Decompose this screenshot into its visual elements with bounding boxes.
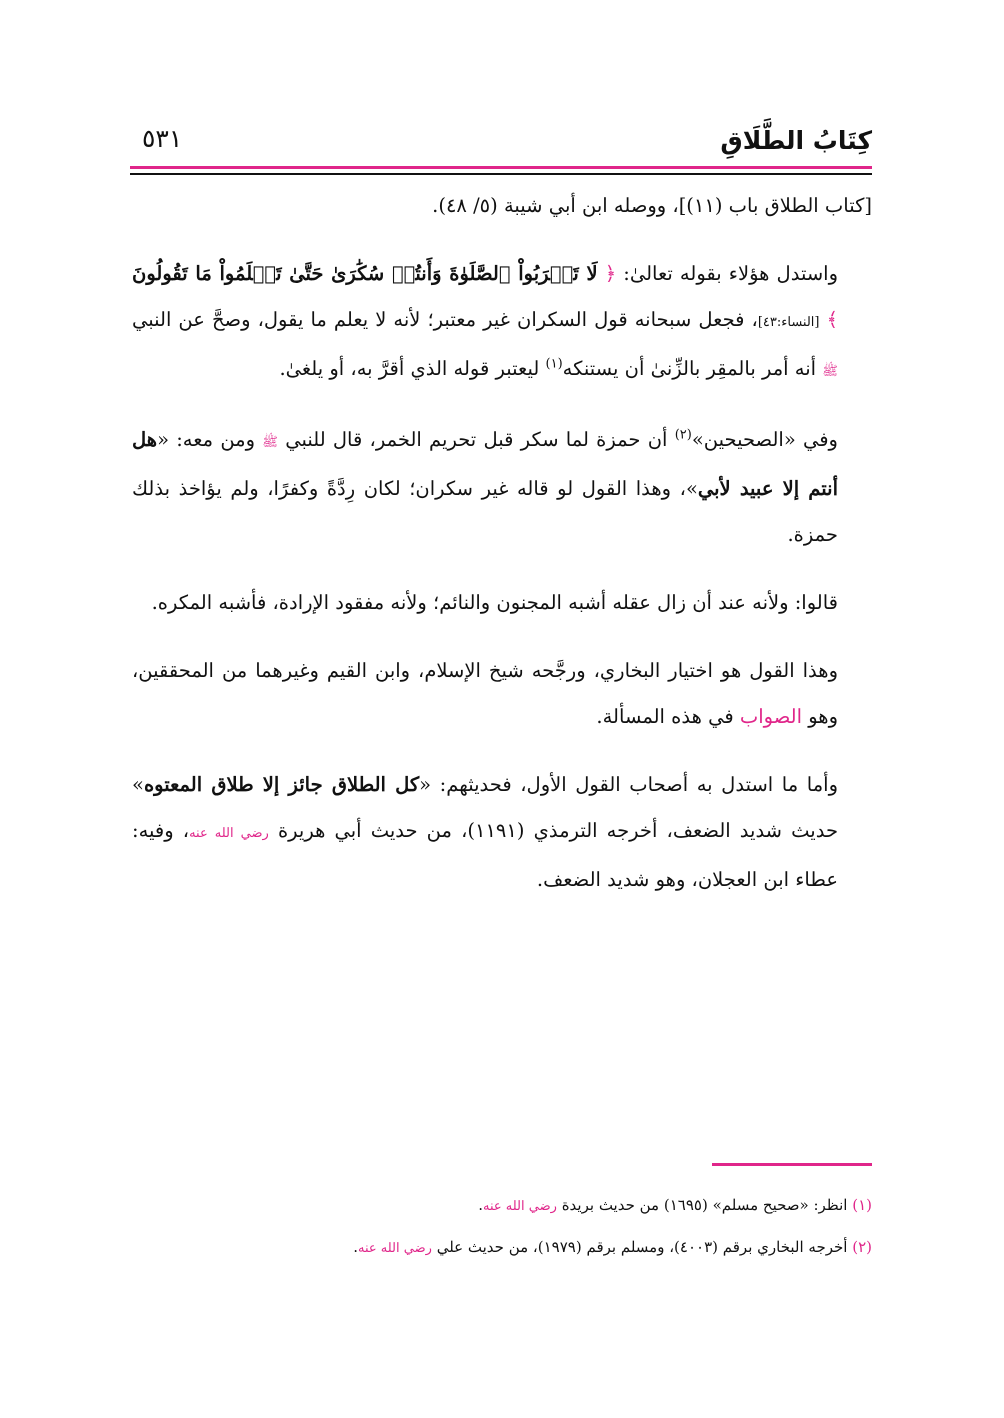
paragraph-4-text: قالوا: ولأنه عند أن زال عقله أشبه المجنون والنائم؛ ولأنه مفقود الإرادة، فأشبه المكره. [151,591,838,614]
paragraph-4 [132,580,872,626]
paragraph-5-text-2: في هذه المسألة. [596,705,734,728]
paragraph-5 [132,648,872,740]
footnote-1-end: . [478,1196,483,1214]
paragraph-6-text-1: وأما ما استدل به أصحاب القول الأول، فحديثهم: « [419,773,838,796]
paragraph-1-text: [كتاب الطلاق باب (١١)]، ووصله ابن أبي شيبة (٥/ ٤٨). [432,194,872,217]
verse-reference: [النساء:٤٣] [757,315,820,330]
paragraph-3-text-1: وفي «الصحيحين» [691,428,838,451]
paragraph-2-intro: واستدل هؤلاء بقوله تعالىٰ: [623,262,839,285]
footnote-2-number: (٢) [852,1238,872,1256]
paragraph-6-text-3: ، وفيه: عطاء ابن العجلان، وهو شديد الضعف. [132,819,838,891]
footnote-1-number: (١) [852,1196,872,1214]
footnote-1 [132,1185,872,1227]
paragraph-2-text-2: أنه أمر بالمقِر بالزِّنىٰ أن يستنكه [562,357,817,380]
paragraph-2-text-3: ليعتبر قوله الذي أقرَّ به، أو يلغىٰ. [279,357,540,380]
honorific-3: رضي الله عنه [189,826,269,841]
paragraph-6 [132,762,872,903]
honorific-1: ﷺ [822,364,838,379]
header-rule-accent [130,166,872,169]
footnote-1-text: انظر: «صحيح مسلم» (١٦٩٥) من حديث بريدة [561,1196,848,1214]
footnote-ref-1: (١) [545,356,563,372]
footnote-2-end: . [353,1238,358,1256]
page-number: ٥٣١ [142,124,183,153]
footnotes [132,1185,872,1269]
footnote-ref-2: (٢) [674,427,692,443]
paragraph-3-text-2: أن حمزة لما سكر قبل تحريم الخمر، قال للنبي [285,428,668,451]
paragraph-1 [132,183,872,229]
paragraph-3-text-4: »، وهذا القول لو قاله غير سكران؛ لكان رِدَّةً وكفرًا، ولم يؤاخذ بذلك حمزة. [132,477,838,546]
running-title: كِتَابُ الطَّلَاقِ [720,126,872,155]
paragraph-2 [132,251,872,395]
footnote-1-honorific: رضي الله عنه [482,1199,557,1214]
paragraph-5-text-1: وهذا القول هو اختيار البخاري، ورجَّحه شيخ الإسلام، وابن القيم وغيرهما من المحققين، وهو [132,659,838,728]
paragraph-3 [132,417,872,558]
main-text [132,183,872,925]
honorific-2: ﷺ [262,435,278,450]
footnote-2-text: أخرجه البخاري برقم (٤٠٠٣)، ومسلم برقم (١٩٧٩)، من حديث علي [436,1238,848,1256]
footnote-separator [712,1163,872,1166]
footnote-2-honorific: رضي الله عنه [357,1241,432,1256]
page-header [130,118,872,162]
paragraph-3-text-3: ومن معه: « [157,428,256,451]
quran-verse: لَا تَقۡرَبُواْ ٱلصَّلَوٰةَ وَأَنتُمۡ سُكَٰرَىٰ حَتَّىٰ تَعۡلَمُواْ مَا تَقُولُونَ [132,262,598,285]
quran-bracket-open: ﴿ [604,262,617,285]
paragraph-6-text-2: » حديث شديد الضعف، أخرجه الترمذي (١١٩١)، من حديث أبي هريرة [132,773,839,842]
header-rule [130,173,872,175]
paragraph-2-text-1: ، فجعل سبحانه قول السكران غير معتبر؛ لأنه لا يعلم ما يقول، وصحَّ عن النبي [132,308,758,331]
hadith-quote-2: كل الطلاق جائز إلا طلاق المعتوه [143,773,420,796]
highlighted-word: الصواب [739,705,803,728]
footnote-2 [132,1227,872,1269]
hadith-quote-1: هل أنتم إلا عبيد لأبي [132,428,838,500]
quran-bracket-close: ﴾ [826,308,838,331]
